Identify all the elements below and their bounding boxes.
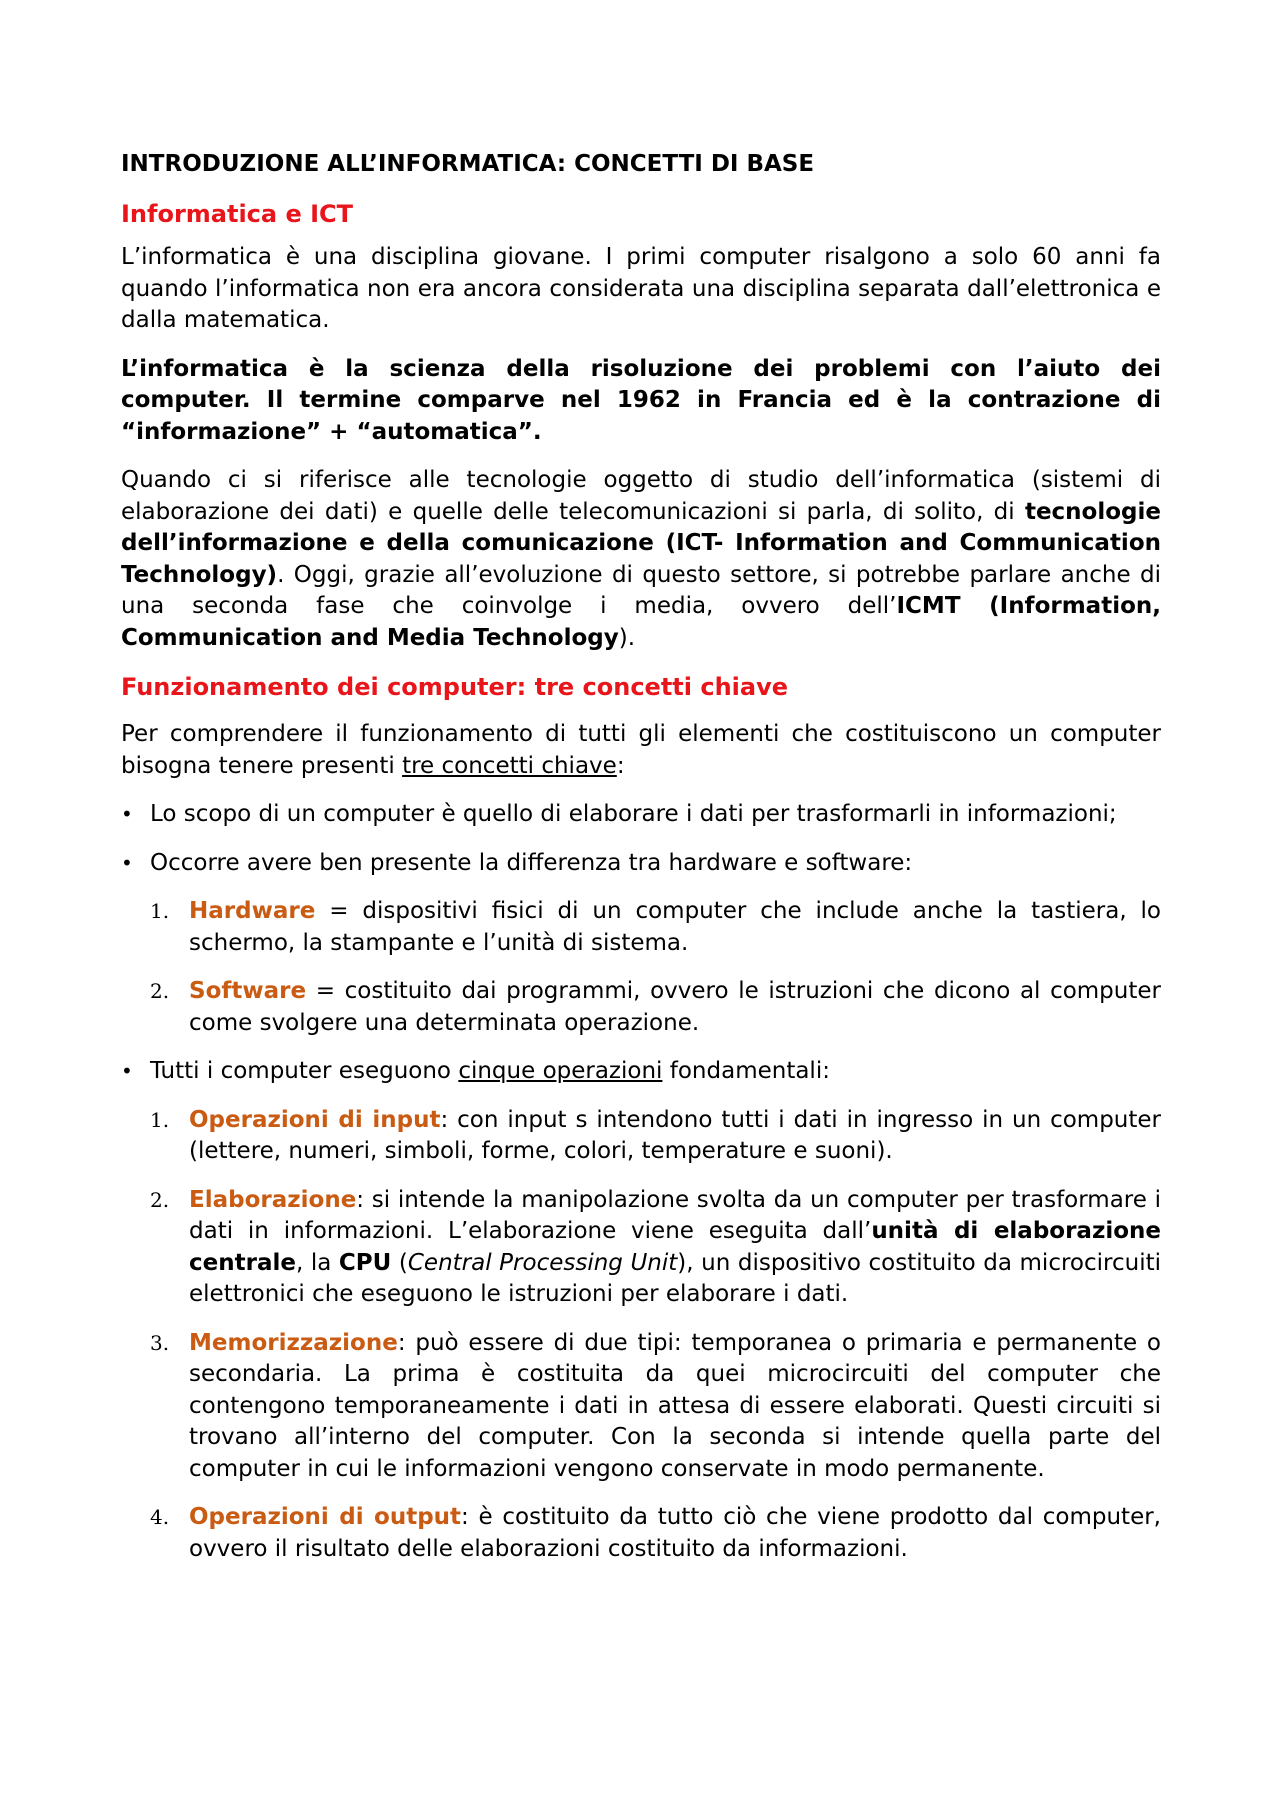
term-memorizzazione: Memorizzazione — [189, 1329, 398, 1356]
bold-cpu: CPU — [338, 1249, 392, 1276]
desc-c: ( — [391, 1249, 408, 1276]
list-number: 1. — [150, 899, 170, 923]
term-output: Operazioni di output — [189, 1504, 462, 1530]
bold-cpu-unit: unità di elaborazione centrale — [189, 1218, 1161, 1276]
list-item-input — [121, 1105, 1161, 1168]
concepts-underlined: tre concetti chiave — [402, 752, 617, 779]
concepts-text-a: Per comprendere il funzionamento di tutti gli elementi che costituiscono un computer bisogna tenere presenti — [121, 721, 1161, 779]
bullet-icon: • — [121, 802, 133, 826]
bullet-item-scope — [121, 799, 1161, 831]
term-elaborazione: Elaborazione — [189, 1186, 357, 1213]
operations-bullet-list — [121, 1056, 1161, 1088]
paragraph-intro: L’informatica è una disciplina giovane. I primi computer risalgono a solo 60 anni fa quando l’informatica non era ancora considerata una disciplina separata dall’elettronica e dalla matematica. — [121, 244, 1161, 333]
list-number: 2. — [150, 1187, 170, 1212]
bullet-item-operations — [121, 1056, 1161, 1088]
list-item-software — [121, 976, 1161, 1039]
term-description: : con input s intendono tutti i dati in ingresso in un computer (lettere, numeri, simboli, forme, colori, temperature e suoni). — [189, 1106, 1161, 1164]
bullet-item-hw-sw — [121, 848, 1161, 880]
term-input: Operazioni di input — [189, 1106, 441, 1133]
desc-b: , la — [295, 1249, 339, 1276]
concepts-bullet-list — [121, 799, 1161, 879]
list-item-output — [121, 1502, 1161, 1565]
ict-text-c: . Oggi, grazie all’evoluzione di questo settore, si potrebbe parlare anche di una seconda fase che coinvolge i media, ovvero dell’ — [121, 561, 1161, 619]
operations-numbered-list — [121, 1105, 1161, 1566]
term-description: = dispositivi fisici di un computer che include anche la tastiera, lo schermo, la stampante e l’unità di sistema. — [189, 898, 1161, 956]
term-description: : è costituito da tutto ciò che viene prodotto dal computer, ovvero il risultato delle elaborazioni costituito da informazioni. — [189, 1504, 1161, 1562]
bullet-text-a: Tutti i computer eseguono — [150, 1058, 459, 1084]
document-title: INTRODUZIONE ALL’INFORMATICA: CONCETTI DI BASE — [121, 151, 815, 177]
section-heading-informatica-ict: Informatica e ICT — [121, 200, 354, 228]
bullet-text: Lo scopo di un computer è quello di elaborare i dati per trasformarli in informazioni; — [150, 801, 1117, 827]
desc-a: : si intende la manipolazione svolta da un computer per trasformare i dati in informazioni. L’elaborazione viene eseguita dall’ — [189, 1186, 1161, 1244]
bullet-text-b: fondamentali: — [662, 1058, 830, 1084]
bullet-text: Occorre avere ben presente la differenza tra hardware e software: — [150, 849, 913, 876]
desc-d: ), un dispositivo costituito da microcircuiti elettronici che eseguono le istruzioni per elaborare i dati. — [189, 1249, 1161, 1307]
list-number: 1. — [150, 1107, 170, 1132]
ict-bold-term: tecnologie dell’informazione e della comunicazione (ICT- Information and Communication Technology) — [121, 498, 1161, 588]
section-heading-funzionamento: Funzionamento dei computer: tre concetti chiave — [121, 673, 789, 701]
paragraph-ict — [121, 465, 1161, 654]
bullet-icon: • — [121, 850, 133, 875]
term-description: : può essere di due tipi: temporanea o primaria e permanente o secondaria. La prima è costituita da quei microcircuiti del computer che contengono temporaneamente i dati in attesa di essere elaborati. Questi circuiti si trovano all’interno del computer. Con la seconda si intende quella parte del computer in cui le informazioni vengono conservate in modo permanente. — [189, 1329, 1161, 1482]
paragraph-definition: L’informatica è la scienza della risoluzione dei problemi con l’aiuto dei computer. Il termine comparve nel 1962 in Francia ed è la contrazione di “informazione” + “automatica”. — [121, 355, 1161, 445]
ict-text-a: Quando ci si riferisce alle tecnologie oggetto di studio dell’informatica (sistemi di elaborazione dei dati) e quelle delle telecomunicazioni si parla, di solito, di — [121, 467, 1161, 525]
list-number: 3. — [150, 1330, 170, 1355]
term-software: Software — [189, 978, 307, 1004]
list-number: 4. — [150, 1505, 170, 1529]
icmt-bold-term: ICMT (Information, Communication and Media Technology — [121, 593, 1161, 651]
concepts-text-b: : — [616, 752, 625, 779]
term-hardware: Hardware — [189, 898, 316, 924]
italic-cpu-expansion: Central Processing Unit — [407, 1249, 678, 1276]
list-number: 2. — [150, 979, 170, 1003]
operations-underlined: cinque operazioni — [458, 1058, 663, 1084]
list-item-memorizzazione — [121, 1328, 1161, 1486]
term-description: = costituito dai programmi, ovvero le istruzioni che dicono al computer come svolgere una determinata operazione. — [189, 978, 1161, 1036]
ict-text-e: ). — [618, 624, 636, 651]
list-item-elaborazione — [121, 1185, 1161, 1311]
list-item-hardware — [121, 896, 1161, 959]
hw-sw-numbered-list — [121, 896, 1161, 1039]
document-page — [121, 148, 1161, 1582]
bullet-icon: • — [121, 1059, 133, 1083]
paragraph-three-concepts — [121, 719, 1161, 782]
